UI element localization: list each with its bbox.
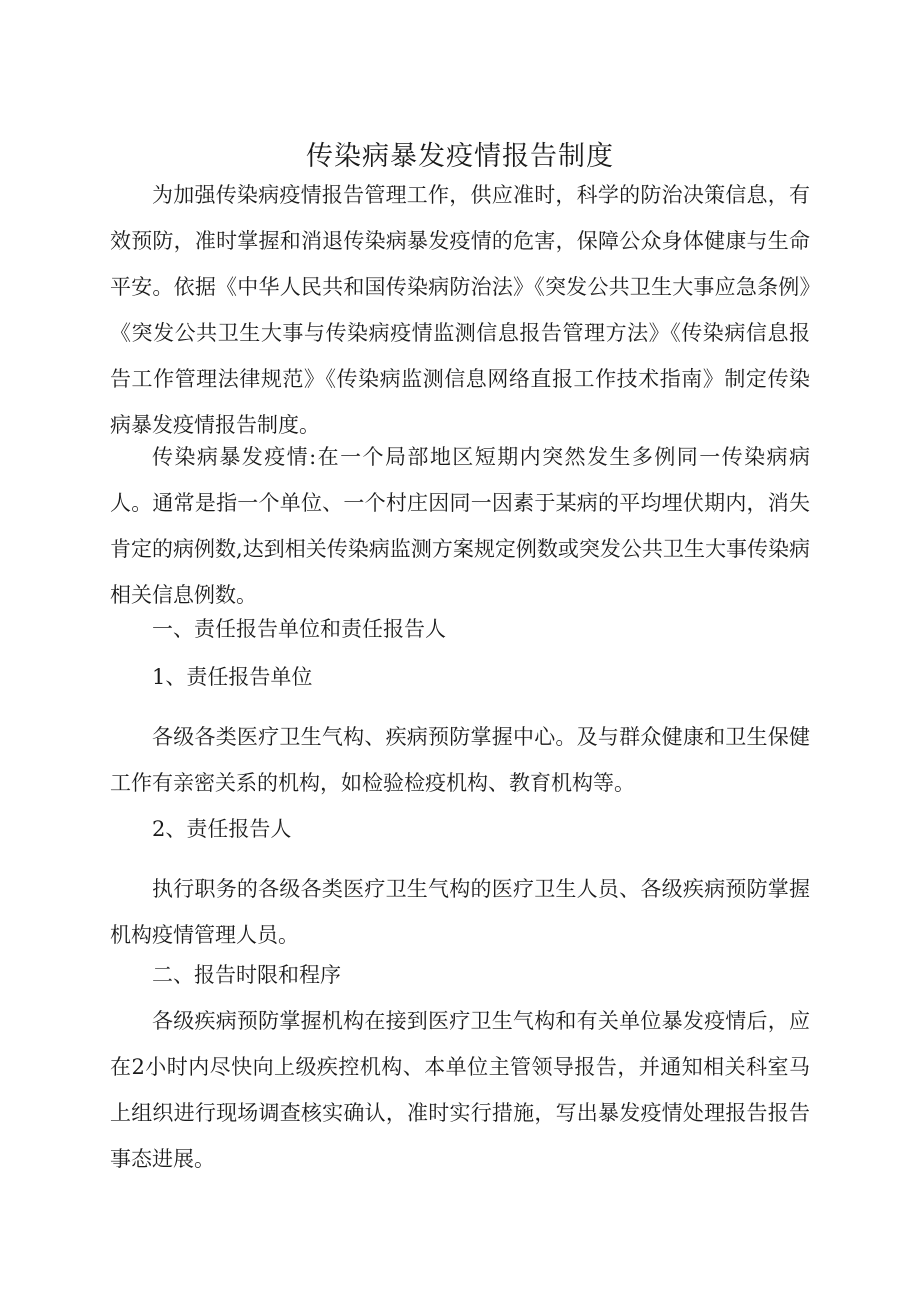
section-heading-time-limits: 二、报告时限和程序 xyxy=(152,963,341,987)
paragraph-reporting-persons: 执行职务的各级各类医疗卫生气构的医疗卫生人员、各级疾病预防掌握机构疫情管理人员。 xyxy=(110,877,810,947)
document-title: 传染病暴发疫情报告制度 xyxy=(306,141,614,173)
paragraph-definition: 传染病暴发疫情:在一个局部地区短期内突然发生多例同一传染病病人。通常是指一个单位、一个村庄因同一因素于某病的平均埋伏期内，消失肯定的病例数,达到相关传染病监测方案规定例数或突发公共卫生大事传染病相关信息例数。 xyxy=(110,445,810,607)
paragraph-purpose: 为加强传染病疫情报告管理工作，供应准时，科学的防治决策信息，有效预防，准时掌握和消退传染病暴发疫情的危害，保障公众身体健康与生命平安。依据《中华人民共和国传染病防治法》《突发公共卫生大事应急条例》《突发公共卫生大事与传染病疫情监测信息报告管理方法》《传染病信息报告工作管理法律规范》《传染病监测信息网络直报工作技术指南》制定传染病暴发疫情报告制度。 xyxy=(110,183,810,437)
subsection-heading-reporting-persons: 2、责任报告人 xyxy=(152,817,292,841)
section-heading-responsible-units: 一、责任报告单位和责任报告人 xyxy=(152,617,446,641)
paragraph-time-limits: 各级疾病预防掌握机构在接到医疗卫生气构和有关单位暴发疫情后，应在2小时内尽快向上级疾控机构、本单位主管领导报告，并通知相关科室马上组织进行现场调查核实确认，准时实行措施，写出暴发疫情处理报告报告事态进展。 xyxy=(110,1009,810,1171)
subsection-heading-reporting-units: 1、责任报告单位 xyxy=(152,665,313,689)
paragraph-reporting-units: 各级各类医疗卫生气构、疾病预防掌握中心。及与群众健康和卫生保健工作有亲密关系的机构，如检验检疫机构、教育机构等。 xyxy=(110,725,810,795)
